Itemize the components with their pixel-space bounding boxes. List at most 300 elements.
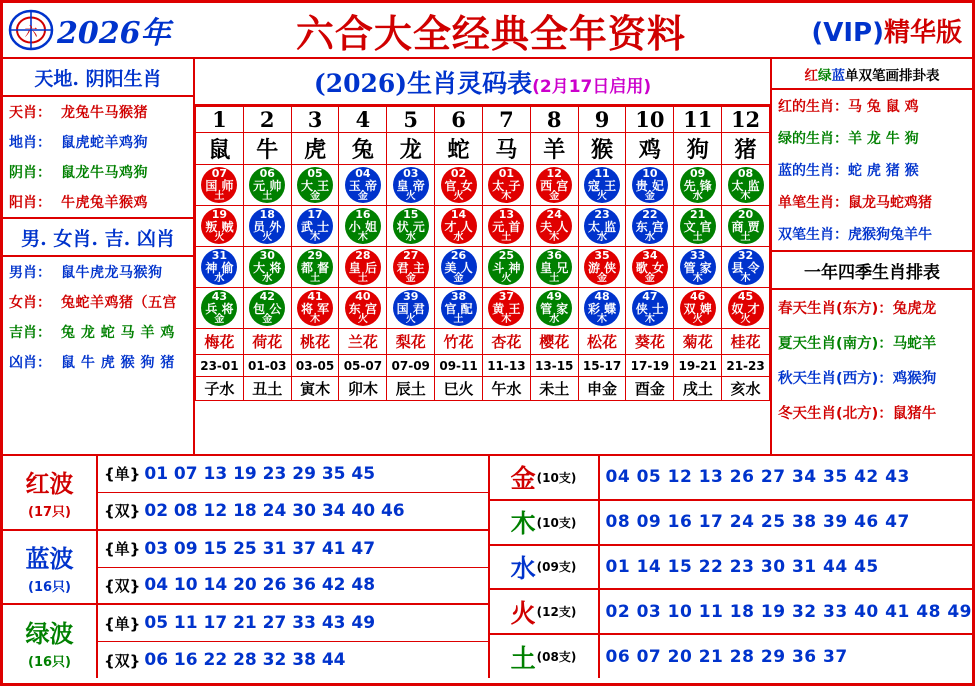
ball-element: 土 [549, 273, 560, 284]
number-ball[interactable] [393, 249, 429, 285]
time-range-cell: 17-19 [626, 355, 674, 377]
zodiac-group2-row-label: 女肖： [9, 295, 51, 311]
element-count: (09支) [536, 560, 577, 575]
ball-number: 42 [259, 290, 275, 303]
zodiac-group2-row-value: 鼠牛虎龙马猴狗 [61, 265, 163, 281]
wave-number-line [98, 605, 488, 642]
element-numbers: 02 03 10 11 18 19 32 33 40 41 48 49 [605, 601, 972, 622]
ball-element: 土 [692, 232, 703, 243]
ball-number: 12 [546, 167, 562, 180]
zodiac-header-cell: 羊 [530, 133, 578, 165]
ball-number: 16 [355, 208, 371, 221]
ball-cell[interactable] [243, 206, 291, 247]
ball-cell[interactable] [482, 206, 530, 247]
ball-title: 管 家 [540, 302, 569, 316]
ball-title: 先 锋 [683, 179, 712, 193]
right-heading-part: 红 [804, 68, 818, 84]
ball-row [196, 206, 770, 247]
ball-cell[interactable] [291, 206, 339, 247]
ball-cell[interactable] [482, 288, 530, 329]
zodiac-group2-row [3, 317, 193, 347]
ball-cell[interactable] [291, 165, 339, 206]
ball-element: 水 [692, 191, 703, 202]
left-panel-heading: 天地. 阴阳生肖 [3, 59, 193, 97]
number-ball[interactable] [632, 208, 668, 244]
ball-element: 木 [357, 232, 368, 243]
zodiac-code-table [195, 106, 770, 401]
number-ball[interactable] [441, 249, 477, 285]
ball-element: 金 [214, 314, 225, 325]
ball-number: 32 [737, 249, 754, 262]
element-name: 水 [510, 553, 536, 583]
ball-cell[interactable] [482, 247, 530, 288]
ball-title: 奴 才 [731, 302, 760, 316]
ball-cell[interactable] [722, 165, 770, 206]
ball-element: 火 [692, 314, 703, 325]
ball-number: 18 [259, 208, 275, 221]
number-ball[interactable] [201, 167, 237, 203]
element-block [490, 590, 973, 635]
right-heading-part: 绿 [818, 68, 832, 84]
season-row: 冬天生肖(北方)：鼠猪牛 [778, 406, 937, 422]
number-ball[interactable] [488, 167, 524, 203]
zodiac-group2-row-value: 鼠 牛 虎 猴 狗 猪 [61, 355, 175, 371]
ball-cell[interactable] [196, 288, 244, 329]
ball-number: 47 [642, 290, 658, 303]
flower-cell: 荷花 [243, 329, 291, 355]
flower-cell: 葵花 [626, 329, 674, 355]
number-ball[interactable] [345, 167, 381, 203]
number-ball[interactable] [297, 208, 333, 244]
flower-row [196, 329, 770, 355]
time-range-cell: 01-03 [243, 355, 291, 377]
column-number: 11 [674, 107, 722, 133]
time-range-row [196, 355, 770, 377]
element-name: 火 [510, 598, 536, 628]
ball-row [196, 247, 770, 288]
ball-number: 45 [737, 290, 754, 303]
element-name: 土 [510, 643, 536, 673]
ball-element: 土 [357, 273, 368, 284]
ball-cell[interactable] [674, 288, 722, 329]
zodiac-group2-row [3, 287, 193, 317]
number-ball[interactable] [728, 249, 764, 285]
ball-cell[interactable] [626, 288, 674, 329]
number-ball[interactable] [345, 208, 381, 244]
wave-numbers: 02 08 12 18 24 30 34 40 46 [144, 500, 405, 521]
zodiac-group2-row [3, 347, 193, 377]
branch-element-cell: 寅木 [291, 377, 339, 401]
ball-row [196, 288, 770, 329]
parity-tag: {单} [104, 614, 141, 633]
ball-number: 40 [355, 290, 371, 303]
element-section [490, 456, 973, 678]
ball-cell[interactable] [722, 206, 770, 247]
ball-row [196, 165, 770, 206]
ball-title: 国 师 [205, 179, 234, 193]
ball-cell[interactable] [530, 206, 578, 247]
ball-cell[interactable] [578, 206, 626, 247]
number-ball[interactable] [393, 167, 429, 203]
number-ball[interactable] [393, 290, 429, 326]
number-ball[interactable] [584, 167, 620, 203]
parity-tag: {双} [104, 576, 141, 595]
page-header [3, 3, 972, 59]
time-range-cell: 09-11 [435, 355, 483, 377]
ball-cell[interactable] [578, 247, 626, 288]
ball-number: 49 [546, 290, 562, 303]
parity-tag: {双} [104, 651, 141, 670]
ball-element: 金 [644, 191, 655, 202]
ball-title: 官 配 [444, 302, 473, 316]
time-range-cell: 07-09 [387, 355, 435, 377]
number-ball[interactable] [488, 208, 524, 244]
ball-element: 土 [310, 273, 321, 284]
wave-block [3, 456, 488, 531]
ball-number: 30 [259, 249, 275, 262]
ball-cell[interactable] [674, 165, 722, 206]
number-ball[interactable] [632, 290, 668, 326]
right-heading-part: 单双笔画排卦表 [845, 68, 940, 84]
ball-number: 24 [546, 208, 562, 221]
zodiac-group2-row-label: 男肖： [9, 265, 51, 281]
column-number: 2 [243, 107, 291, 133]
ball-cell[interactable] [435, 288, 483, 329]
right-panel-rows [772, 90, 972, 252]
branch-element-cell: 辰土 [387, 377, 435, 401]
number-ball[interactable] [201, 249, 237, 285]
ball-cell[interactable] [243, 247, 291, 288]
ball-title: 大 将 [253, 261, 282, 275]
ball-cell[interactable] [291, 247, 339, 288]
zodiac-header-cell: 马 [482, 133, 530, 165]
number-ball[interactable] [249, 208, 285, 244]
ball-cell[interactable] [435, 206, 483, 247]
ball-element: 木 [501, 191, 512, 202]
ball-cell[interactable] [387, 247, 435, 288]
number-ball[interactable] [680, 249, 716, 285]
ball-title: 双 婢 [683, 302, 712, 316]
number-ball[interactable] [441, 290, 477, 326]
ball-title: 商 贾 [731, 220, 760, 234]
left-panel-rows [3, 97, 193, 219]
ball-element: 水 [405, 232, 416, 243]
ball-number: 34 [642, 249, 658, 262]
branch-element-row [196, 377, 770, 401]
column-number: 6 [435, 107, 483, 133]
parity-tag: {单} [104, 540, 141, 559]
column-number: 1 [196, 107, 244, 133]
number-ball[interactable] [584, 208, 620, 244]
number-ball[interactable] [536, 167, 572, 203]
number-ball[interactable] [297, 249, 333, 285]
ball-title: 贵 妃 [635, 179, 664, 193]
time-range-cell: 13-15 [530, 355, 578, 377]
ball-cell[interactable] [578, 288, 626, 329]
ball-cell[interactable] [387, 206, 435, 247]
vip-badge [811, 12, 968, 49]
ball-element: 木 [310, 314, 321, 325]
ball-element: 水 [644, 232, 655, 243]
ball-cell[interactable] [674, 206, 722, 247]
ball-element: 木 [740, 191, 751, 202]
ball-title: 元 帅 [253, 179, 282, 193]
wave-label [3, 605, 98, 678]
element-label [490, 456, 600, 499]
ball-title: 皇 兄 [540, 261, 569, 275]
element-block [490, 501, 973, 546]
wave-numbers: 06 16 22 28 32 38 44 [144, 650, 346, 671]
ball-number: 31 [211, 249, 228, 262]
ball-element: 水 [214, 273, 225, 284]
ball-cell[interactable] [674, 247, 722, 288]
zodiac-group-row-value: 龙兔牛马猴猪 [61, 105, 148, 121]
ball-title: 大 王 [300, 179, 330, 193]
ball-cell[interactable] [482, 165, 530, 206]
number-ball[interactable] [393, 208, 429, 244]
right-panel [772, 59, 972, 454]
branch-element-cell: 子水 [196, 377, 244, 401]
vip-text: (VIP) [811, 17, 884, 48]
ball-element: 土 [740, 232, 751, 243]
ball-cell[interactable] [530, 247, 578, 288]
ball-title: 斗 神 [492, 261, 521, 275]
wave-number-line [98, 568, 488, 604]
ball-element: 水 [597, 232, 608, 243]
wave-number-line [98, 531, 488, 568]
wave-name: 绿波 [25, 618, 74, 648]
ball-title: 夫 人 [540, 220, 569, 234]
zodiac-header-cell: 兔 [339, 133, 387, 165]
ball-element: 火 [262, 232, 273, 243]
ball-cell[interactable] [339, 165, 387, 206]
ball-cell[interactable] [243, 288, 291, 329]
ball-element: 火 [214, 232, 225, 243]
number-ball[interactable] [297, 290, 333, 326]
flower-cell: 梨花 [387, 329, 435, 355]
wave-numbers: 01 07 13 19 23 29 35 45 [144, 463, 376, 484]
ball-element: 金 [310, 191, 321, 202]
number-ball[interactable] [441, 208, 477, 244]
color-stroke-row: 红的生肖：马 兔 鼠 鸡 [778, 99, 919, 115]
ball-number: 02 [450, 167, 467, 180]
ball-title: 侠 士 [635, 302, 664, 316]
ball-number: 38 [450, 290, 467, 303]
branch-element-cell: 巳火 [435, 377, 483, 401]
number-ball[interactable] [584, 290, 620, 326]
zodiac-group2-row-value: 兔 龙 蛇 马 羊 鸡 [61, 325, 175, 341]
zodiac-header-row [196, 133, 770, 165]
element-block [490, 456, 973, 501]
column-number: 8 [530, 107, 578, 133]
ball-cell[interactable] [339, 288, 387, 329]
ball-cell[interactable] [722, 288, 770, 329]
number-ball[interactable] [249, 290, 285, 326]
ball-element: 木 [310, 232, 321, 243]
ball-number: 08 [737, 167, 754, 180]
wave-number-line [98, 642, 488, 678]
number-ball[interactable] [297, 167, 333, 203]
number-ball[interactable] [345, 249, 381, 285]
ball-cell[interactable] [196, 165, 244, 206]
ball-element: 金 [262, 314, 273, 325]
ball-number: 25 [498, 249, 515, 262]
flower-cell: 竹花 [435, 329, 483, 355]
wave-count: (16只) [28, 654, 71, 670]
ball-number: 43 [211, 290, 228, 303]
color-stroke-row: 绿的生肖：羊 龙 牛 狗 [778, 131, 919, 147]
ball-element: 木 [692, 273, 703, 284]
ball-number: 39 [403, 290, 419, 303]
ball-cell[interactable] [722, 247, 770, 288]
number-ball[interactable] [680, 167, 716, 203]
element-name: 木 [510, 509, 536, 539]
zodiac-group-row-value: 牛虎兔羊猴鸡 [61, 195, 148, 211]
ball-element: 水 [549, 314, 560, 325]
ball-cell[interactable] [435, 247, 483, 288]
ball-title: 官 女 [444, 179, 473, 193]
ball-number: 29 [307, 249, 323, 262]
ball-title: 玉 帝 [348, 179, 377, 193]
number-ball[interactable] [584, 249, 620, 285]
ball-element: 金 [644, 273, 655, 284]
ball-cell[interactable] [339, 247, 387, 288]
wave-block [3, 605, 488, 678]
ball-number: 22 [642, 208, 658, 221]
ball-number: 06 [259, 167, 275, 180]
ball-number: 27 [403, 249, 419, 262]
zodiac-group-row-value: 鼠虎蛇羊鸡狗 [61, 135, 148, 151]
flower-cell: 兰花 [339, 329, 387, 355]
wave-number-line [98, 456, 488, 493]
number-ball[interactable] [680, 290, 716, 326]
ball-number: 28 [355, 249, 371, 262]
ball-number: 26 [450, 249, 467, 262]
ball-element: 水 [262, 273, 273, 284]
number-ball[interactable] [680, 208, 716, 244]
parity-tag: {双} [104, 502, 141, 521]
ball-number: 10 [642, 167, 658, 180]
number-ball[interactable] [728, 208, 764, 244]
zodiac-header-cell: 猪 [722, 133, 770, 165]
zodiac-group-row-label: 地肖： [9, 135, 51, 151]
year-label: 2026年 [57, 16, 171, 51]
ball-number: 48 [594, 290, 610, 303]
branch-element-cell: 未土 [530, 377, 578, 401]
number-ball[interactable] [536, 249, 572, 285]
ball-title: 君 主 [396, 261, 425, 275]
column-number: 10 [626, 107, 674, 133]
wave-section [3, 456, 490, 678]
number-ball[interactable] [249, 249, 285, 285]
ball-number: 35 [594, 249, 610, 262]
ball-cell[interactable] [387, 165, 435, 206]
zodiac-group-row-label: 天肖： [9, 105, 51, 121]
ball-title: 将 军 [300, 302, 330, 316]
wave-name: 红波 [25, 469, 74, 499]
column-number: 4 [339, 107, 387, 133]
ball-number: 11 [594, 167, 610, 180]
ball-number: 23 [594, 208, 610, 221]
ball-element: 木 [644, 314, 655, 325]
ball-title: 黄 王 [492, 302, 521, 316]
number-ball[interactable] [632, 167, 668, 203]
number-ball[interactable] [632, 249, 668, 285]
number-ball[interactable] [201, 290, 237, 326]
ball-title: 文 官 [683, 220, 712, 234]
number-ball[interactable] [488, 290, 524, 326]
element-name: 金 [510, 464, 536, 494]
ball-number: 09 [690, 167, 706, 180]
ball-title: 元 首 [492, 220, 521, 234]
wave-name: 蓝波 [25, 544, 74, 573]
zodiac-header-cell: 牛 [243, 133, 291, 165]
ball-cell[interactable] [578, 165, 626, 206]
number-ball[interactable] [488, 249, 524, 285]
zodiac-header-cell: 龙 [387, 133, 435, 165]
ball-title: 东 宫 [348, 302, 377, 316]
ball-element: 土 [453, 314, 464, 325]
ball-cell[interactable] [196, 206, 244, 247]
number-ball[interactable] [536, 290, 572, 326]
flower-cell: 杏花 [482, 329, 530, 355]
zodiac-group2-row-value: 兔蛇羊鸡猪（五宫 [61, 295, 177, 311]
ball-cell[interactable] [530, 288, 578, 329]
ball-cell[interactable] [530, 165, 578, 206]
number-ball[interactable] [441, 167, 477, 203]
number-ball[interactable] [201, 208, 237, 244]
zodiac-group-row [3, 97, 193, 127]
branch-element-cell: 酉金 [626, 377, 674, 401]
ball-title: 歌 女 [635, 261, 664, 275]
wave-label [3, 456, 98, 529]
number-ball[interactable] [345, 290, 381, 326]
ball-element: 水 [453, 232, 464, 243]
number-ball[interactable] [728, 167, 764, 203]
ball-element: 土 [501, 232, 512, 243]
element-label [490, 590, 600, 633]
column-number: 5 [387, 107, 435, 133]
ball-cell[interactable] [291, 288, 339, 329]
ball-number: 04 [355, 167, 371, 180]
vip-suffix-text: 精华版 [883, 17, 962, 48]
center-title-main: (2026)生肖灵码表 [313, 69, 533, 98]
ball-cell[interactable] [626, 206, 674, 247]
ball-cell[interactable] [435, 165, 483, 206]
ball-element: 火 [501, 273, 512, 284]
ball-cell[interactable] [339, 206, 387, 247]
wave-number-lines [98, 456, 488, 529]
ball-element: 土 [262, 191, 273, 202]
compass-logo-icon [7, 8, 55, 52]
ball-cell[interactable] [387, 288, 435, 329]
ball-number: 17 [307, 208, 323, 221]
ball-element: 火 [405, 191, 416, 202]
ball-cell[interactable] [626, 165, 674, 206]
number-ball[interactable] [536, 208, 572, 244]
center-title-sub: (2月17日启用) [532, 77, 652, 97]
ball-cell[interactable] [243, 165, 291, 206]
element-label [490, 546, 600, 589]
ball-title: 叛 贼 [205, 220, 234, 234]
number-ball[interactable] [249, 167, 285, 203]
ball-cell[interactable] [196, 247, 244, 288]
ball-cell[interactable] [626, 247, 674, 288]
ball-title: 皇 后 [348, 261, 377, 275]
element-label [490, 501, 600, 544]
zodiac-group2-row-label: 凶肖： [9, 355, 51, 371]
number-ball[interactable] [728, 290, 764, 326]
